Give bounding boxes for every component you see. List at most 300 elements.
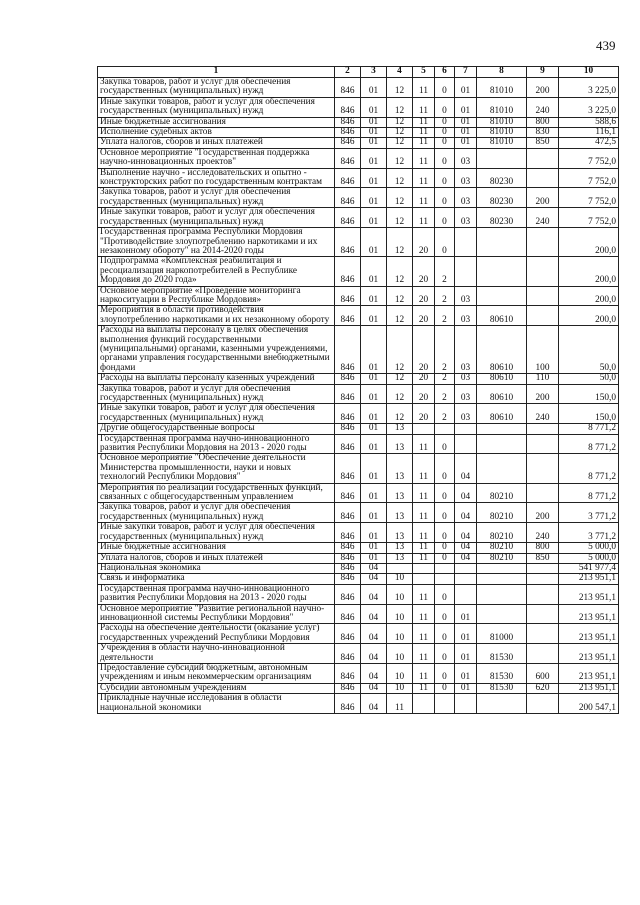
program-code: 20 <box>413 374 435 384</box>
subsection-code: 12 <box>387 228 413 257</box>
activity-code: 01 <box>455 604 477 624</box>
section-code: 04 <box>361 624 387 644</box>
subsection-code: 13 <box>387 553 413 563</box>
subprogram-code: 0 <box>435 624 455 644</box>
amount: 200,0 <box>559 257 619 286</box>
amount: 8 771,2 <box>559 424 619 434</box>
section-code: 04 <box>361 663 387 683</box>
ministry-code: 846 <box>335 306 361 326</box>
activity-code: 03 <box>455 306 477 326</box>
subsection-code: 13 <box>387 503 413 523</box>
program-code: 11 <box>413 434 435 454</box>
table-row <box>98 644 619 664</box>
item-name: Основное мероприятие "Обеспечение деятельности Министерства промышленности, науки и новых технологий Республики Мордовия" <box>98 454 335 483</box>
expense-type-code: 620 <box>527 683 559 693</box>
subsection-code: 12 <box>387 138 413 148</box>
subprogram-code: 2 <box>435 384 455 404</box>
expense-type-code <box>527 148 559 168</box>
ministry-code: 846 <box>335 553 361 563</box>
amount: 213 951,1 <box>559 574 619 584</box>
section-code: 04 <box>361 694 387 714</box>
table-row <box>98 523 619 543</box>
item-name: Основное мероприятие "Развитие региональной научно-инновационной системы Республики Мордовия" <box>98 604 335 624</box>
program-code: 20 <box>413 286 435 306</box>
item-name: Основное мероприятие "Государственная поддержка научно-инновационных проектов" <box>98 148 335 168</box>
item-name: Мероприятия по реализации государственных функций, связанных с общегосударственным управлением <box>98 483 335 503</box>
direction-code: 80610 <box>477 384 527 404</box>
amount: 5 000,0 <box>559 553 619 563</box>
direction-code: 81530 <box>477 683 527 693</box>
subprogram-code: 2 <box>435 404 455 424</box>
table-row <box>98 424 619 434</box>
header-cell: 9 <box>527 67 559 78</box>
ministry-code: 846 <box>335 454 361 483</box>
amount: 5 000,0 <box>559 543 619 553</box>
amount: 7 752,0 <box>559 188 619 208</box>
item-name: Выполнение научно - исследовательских и опытно - конструкторских работ по государственным контрактам <box>98 168 335 188</box>
activity-code: 03 <box>455 384 477 404</box>
direction-code: 81530 <box>477 644 527 664</box>
expense-type-code: 240 <box>527 404 559 424</box>
expense-type-code: 200 <box>527 384 559 404</box>
subsection-code: 12 <box>387 97 413 117</box>
table-row <box>98 553 619 563</box>
expense-type-code: 850 <box>527 138 559 148</box>
subsection-code <box>387 563 413 573</box>
table-row <box>98 78 619 98</box>
subprogram-code: 0 <box>435 644 455 664</box>
subsection-code: 12 <box>387 208 413 228</box>
section-code: 01 <box>361 138 387 148</box>
amount: 213 951,1 <box>559 644 619 664</box>
subsection-code: 12 <box>387 128 413 138</box>
subprogram-code: 0 <box>435 483 455 503</box>
item-name: Иные закупки товаров, работ и услуг для обеспечения государственных (муниципальных) нужд <box>98 208 335 228</box>
subsection-code: 12 <box>387 384 413 404</box>
item-name: Другие общегосударственные вопросы <box>98 424 335 434</box>
program-code: 11 <box>413 208 435 228</box>
activity-code: 04 <box>455 543 477 553</box>
header-cell: 3 <box>361 67 387 78</box>
subprogram-code: 0 <box>435 683 455 693</box>
ministry-code: 846 <box>335 97 361 117</box>
program-code <box>413 574 435 584</box>
expense-type-code <box>527 604 559 624</box>
activity-code: 04 <box>455 523 477 543</box>
ministry-code: 846 <box>335 326 361 374</box>
subprogram-code: 2 <box>435 286 455 306</box>
program-code: 11 <box>413 454 435 483</box>
amount: 200,0 <box>559 286 619 306</box>
program-code: 11 <box>413 604 435 624</box>
program-code <box>413 563 435 573</box>
subprogram-code: 0 <box>435 97 455 117</box>
subsection-code: 11 <box>387 694 413 714</box>
subsection-code: 10 <box>387 574 413 584</box>
program-code <box>413 424 435 434</box>
item-name: Субсидии автономным учреждениям <box>98 683 335 693</box>
direction-code: 80610 <box>477 326 527 374</box>
header-cell: 5 <box>413 67 435 78</box>
expense-type-code <box>527 584 559 604</box>
table-row <box>98 168 619 188</box>
expense-type-code: 800 <box>527 543 559 553</box>
direction-code <box>477 228 527 257</box>
program-code: 20 <box>413 404 435 424</box>
ministry-code: 846 <box>335 138 361 148</box>
amount: 200,0 <box>559 306 619 326</box>
program-code: 11 <box>413 553 435 563</box>
direction-code: 80230 <box>477 188 527 208</box>
section-code: 04 <box>361 644 387 664</box>
item-name: Национальная экономика <box>98 563 335 573</box>
expense-type-code <box>527 563 559 573</box>
table-row <box>98 454 619 483</box>
amount: 7 752,0 <box>559 168 619 188</box>
ministry-code: 846 <box>335 683 361 693</box>
section-code: 01 <box>361 117 387 127</box>
subprogram-code: 0 <box>435 128 455 138</box>
table-row <box>98 286 619 306</box>
amount: 213 951,1 <box>559 584 619 604</box>
ministry-code: 846 <box>335 208 361 228</box>
header-cell: 1 <box>98 67 335 78</box>
direction-code: 80210 <box>477 503 527 523</box>
ministry-code: 846 <box>335 483 361 503</box>
program-code: 11 <box>413 624 435 644</box>
subprogram-code <box>435 574 455 584</box>
program-code: 11 <box>413 523 435 543</box>
budget-table <box>97 66 619 714</box>
item-name: Иные закупки товаров, работ и услуг для обеспечения государственных (муниципальных) нужд <box>98 404 335 424</box>
subsection-code: 13 <box>387 483 413 503</box>
direction-code: 81010 <box>477 117 527 127</box>
expense-type-code <box>527 644 559 664</box>
expense-type-code: 240 <box>527 97 559 117</box>
direction-code: 81000 <box>477 624 527 644</box>
activity-code: 03 <box>455 208 477 228</box>
program-code: 11 <box>413 683 435 693</box>
amount: 116,1 <box>559 128 619 138</box>
item-name: Иные бюджетные ассигнования <box>98 543 335 553</box>
amount: 50,0 <box>559 326 619 374</box>
amount: 3 771,2 <box>559 503 619 523</box>
item-name: Иные закупки товаров, работ и услуг для обеспечения государственных (муниципальных) нужд <box>98 97 335 117</box>
subprogram-code: 0 <box>435 543 455 553</box>
subprogram-code: 0 <box>435 523 455 543</box>
program-code <box>413 694 435 714</box>
direction-code <box>477 454 527 483</box>
amount: 3 225,0 <box>559 97 619 117</box>
table-row <box>98 188 619 208</box>
subsection-code: 13 <box>387 543 413 553</box>
direction-code <box>477 584 527 604</box>
program-code: 20 <box>413 384 435 404</box>
item-name: Государственная программа научно-инновационного развития Республики Мордовия на 2013 - 2020 годы <box>98 584 335 604</box>
activity-code: 01 <box>455 663 477 683</box>
ministry-code: 846 <box>335 188 361 208</box>
ministry-code: 846 <box>335 168 361 188</box>
subsection-code: 13 <box>387 424 413 434</box>
amount: 8 771,2 <box>559 483 619 503</box>
subsection-code: 10 <box>387 604 413 624</box>
amount: 8 771,2 <box>559 454 619 483</box>
amount: 213 951,1 <box>559 663 619 683</box>
table-row <box>98 148 619 168</box>
section-code: 01 <box>361 543 387 553</box>
subprogram-code: 2 <box>435 374 455 384</box>
table-row <box>98 404 619 424</box>
subprogram-code: 0 <box>435 604 455 624</box>
section-code: 01 <box>361 306 387 326</box>
item-name: Исполнение судебных актов <box>98 128 335 138</box>
expense-type-code <box>527 483 559 503</box>
ministry-code: 846 <box>335 624 361 644</box>
ministry-code: 846 <box>335 574 361 584</box>
subprogram-code: 2 <box>435 306 455 326</box>
subsection-code: 12 <box>387 286 413 306</box>
section-code: 04 <box>361 584 387 604</box>
amount: 588,6 <box>559 117 619 127</box>
program-code: 11 <box>413 483 435 503</box>
table-row <box>98 694 619 714</box>
subsection-code: 12 <box>387 404 413 424</box>
program-code: 11 <box>413 148 435 168</box>
table-body <box>98 78 619 714</box>
ministry-code: 846 <box>335 384 361 404</box>
subprogram-code: 0 <box>435 168 455 188</box>
item-name: Закупка товаров, работ и услуг для обеспечения государственных (муниципальных) нужд <box>98 188 335 208</box>
subprogram-code: 0 <box>435 434 455 454</box>
amount: 150,0 <box>559 384 619 404</box>
header-cell: 10 <box>559 67 619 78</box>
item-name: Закупка товаров, работ и услуг для обеспечения государственных (муниципальных) нужд <box>98 503 335 523</box>
activity-code: 03 <box>455 148 477 168</box>
program-code: 20 <box>413 326 435 374</box>
direction-code: 80230 <box>477 168 527 188</box>
ministry-code: 846 <box>335 434 361 454</box>
expense-type-code: 830 <box>527 128 559 138</box>
subprogram-code <box>435 694 455 714</box>
direction-code: 81010 <box>477 97 527 117</box>
amount: 7 752,0 <box>559 208 619 228</box>
program-code: 11 <box>413 97 435 117</box>
subsection-code: 12 <box>387 257 413 286</box>
section-code: 01 <box>361 454 387 483</box>
expense-type-code <box>527 286 559 306</box>
item-name: Связь и информатика <box>98 574 335 584</box>
amount: 50,0 <box>559 374 619 384</box>
expense-type-code: 200 <box>527 503 559 523</box>
program-code: 11 <box>413 128 435 138</box>
subprogram-code <box>435 563 455 573</box>
header-cell: 7 <box>455 67 477 78</box>
subprogram-code: 0 <box>435 454 455 483</box>
direction-code: 80210 <box>477 523 527 543</box>
section-code: 01 <box>361 78 387 98</box>
table-row <box>98 306 619 326</box>
subsection-code: 10 <box>387 584 413 604</box>
activity-code: 01 <box>455 78 477 98</box>
activity-code: 04 <box>455 503 477 523</box>
program-code: 11 <box>413 663 435 683</box>
amount: 3 771,2 <box>559 523 619 543</box>
program-code: 20 <box>413 228 435 257</box>
amount: 8 771,2 <box>559 434 619 454</box>
direction-code <box>477 574 527 584</box>
item-name: Закупка товаров, работ и услуг для обеспечения государственных (муниципальных) нужд <box>98 384 335 404</box>
program-code: 11 <box>413 138 435 148</box>
expense-type-code <box>527 434 559 454</box>
direction-code: 80210 <box>477 553 527 563</box>
subprogram-code <box>435 424 455 434</box>
item-name: Уплата налогов, сборов и иных платежей <box>98 553 335 563</box>
subsection-code: 12 <box>387 306 413 326</box>
ministry-code: 846 <box>335 663 361 683</box>
activity-code: 01 <box>455 138 477 148</box>
subsection-code: 13 <box>387 454 413 483</box>
section-code: 01 <box>361 188 387 208</box>
expense-type-code <box>527 228 559 257</box>
direction-code <box>477 694 527 714</box>
table-row <box>98 117 619 127</box>
direction-code: 81530 <box>477 663 527 683</box>
activity-code: 01 <box>455 683 477 693</box>
subprogram-code: 0 <box>435 663 455 683</box>
section-code: 04 <box>361 563 387 573</box>
subsection-code: 12 <box>387 117 413 127</box>
ministry-code: 846 <box>335 228 361 257</box>
amount: 200,0 <box>559 228 619 257</box>
program-code: 11 <box>413 78 435 98</box>
direction-code <box>477 563 527 573</box>
amount: 213 951,1 <box>559 604 619 624</box>
table-row <box>98 384 619 404</box>
subsection-code: 13 <box>387 523 413 543</box>
direction-code: 81010 <box>477 128 527 138</box>
ministry-code: 846 <box>335 128 361 138</box>
ministry-code: 846 <box>335 694 361 714</box>
activity-code <box>455 424 477 434</box>
subsection-code: 10 <box>387 624 413 644</box>
section-code: 01 <box>361 148 387 168</box>
subprogram-code: 0 <box>435 138 455 148</box>
ministry-code: 846 <box>335 644 361 664</box>
program-code: 11 <box>413 584 435 604</box>
ministry-code: 846 <box>335 424 361 434</box>
item-name: Государственная программа научно-инновационного развития Республики Мордовия на 2013 - 2020 годы <box>98 434 335 454</box>
program-code: 20 <box>413 257 435 286</box>
activity-code: 01 <box>455 624 477 644</box>
section-code: 01 <box>361 523 387 543</box>
direction-code: 80210 <box>477 483 527 503</box>
subsection-code: 12 <box>387 188 413 208</box>
subsection-code: 12 <box>387 374 413 384</box>
activity-code: 03 <box>455 168 477 188</box>
direction-code: 80210 <box>477 543 527 553</box>
activity-code <box>455 584 477 604</box>
ministry-code: 846 <box>335 543 361 553</box>
amount: 7 752,0 <box>559 148 619 168</box>
activity-code: 01 <box>455 97 477 117</box>
ministry-code: 846 <box>335 563 361 573</box>
direction-code <box>477 257 527 286</box>
header-cell: 8 <box>477 67 527 78</box>
section-code: 01 <box>361 553 387 563</box>
program-code: 11 <box>413 503 435 523</box>
expense-type-code: 100 <box>527 326 559 374</box>
activity-code: 03 <box>455 374 477 384</box>
program-code: 11 <box>413 644 435 664</box>
item-name: Уплата налогов, сборов и иных платежей <box>98 138 335 148</box>
expense-type-code <box>527 454 559 483</box>
section-code: 01 <box>361 128 387 138</box>
section-code: 01 <box>361 374 387 384</box>
direction-code: 80610 <box>477 404 527 424</box>
subprogram-code: 0 <box>435 148 455 168</box>
direction-code: 81010 <box>477 138 527 148</box>
ministry-code: 846 <box>335 374 361 384</box>
subprogram-code: 0 <box>435 503 455 523</box>
ministry-code: 846 <box>335 148 361 168</box>
expense-type-code: 850 <box>527 553 559 563</box>
subsection-code: 12 <box>387 326 413 374</box>
item-name: Государственная программа Республики Мордовия "Противодействие злоупотреблению наркотиками и их незаконному обороту" на 2014-2020 годы <box>98 228 335 257</box>
expense-type-code: 800 <box>527 117 559 127</box>
amount: 150,0 <box>559 404 619 424</box>
activity-code <box>455 228 477 257</box>
item-name: Закупка товаров, работ и услуг для обеспечения государственных (муниципальных) нужд <box>98 78 335 98</box>
section-code: 01 <box>361 483 387 503</box>
direction-code: 80610 <box>477 306 527 326</box>
direction-code: 81010 <box>477 78 527 98</box>
section-code: 01 <box>361 97 387 117</box>
expense-type-code <box>527 306 559 326</box>
ministry-code: 846 <box>335 604 361 624</box>
ministry-code: 846 <box>335 503 361 523</box>
ministry-code: 846 <box>335 257 361 286</box>
activity-code: 04 <box>455 454 477 483</box>
subsection-code: 12 <box>387 78 413 98</box>
item-name: Учреждения в области научно-инновационной деятельности <box>98 644 335 664</box>
ministry-code: 846 <box>335 117 361 127</box>
activity-code: 04 <box>455 483 477 503</box>
activity-code: 01 <box>455 117 477 127</box>
subsection-code: 10 <box>387 644 413 664</box>
section-code: 04 <box>361 683 387 693</box>
expense-type-code <box>527 624 559 644</box>
activity-code: 03 <box>455 326 477 374</box>
table-row <box>98 604 619 624</box>
section-code: 01 <box>361 424 387 434</box>
ministry-code: 846 <box>335 78 361 98</box>
item-name: Расходы на выплаты персоналу казенных учреждений <box>98 374 335 384</box>
expense-type-code: 240 <box>527 523 559 543</box>
activity-code: 01 <box>455 128 477 138</box>
table-row <box>98 326 619 374</box>
item-name: Основное мероприятие «Проведение мониторинга наркоситуации в Республике Мордовия» <box>98 286 335 306</box>
subsection-code: 10 <box>387 663 413 683</box>
expense-type-code: 110 <box>527 374 559 384</box>
subprogram-code: 2 <box>435 257 455 286</box>
subsection-code: 12 <box>387 148 413 168</box>
table-row <box>98 624 619 644</box>
subsection-code: 10 <box>387 683 413 693</box>
expense-type-code <box>527 694 559 714</box>
expense-type-code: 600 <box>527 663 559 683</box>
direction-code <box>477 148 527 168</box>
item-name: Иные закупки товаров, работ и услуг для обеспечения государственных (муниципальных) нужд <box>98 523 335 543</box>
